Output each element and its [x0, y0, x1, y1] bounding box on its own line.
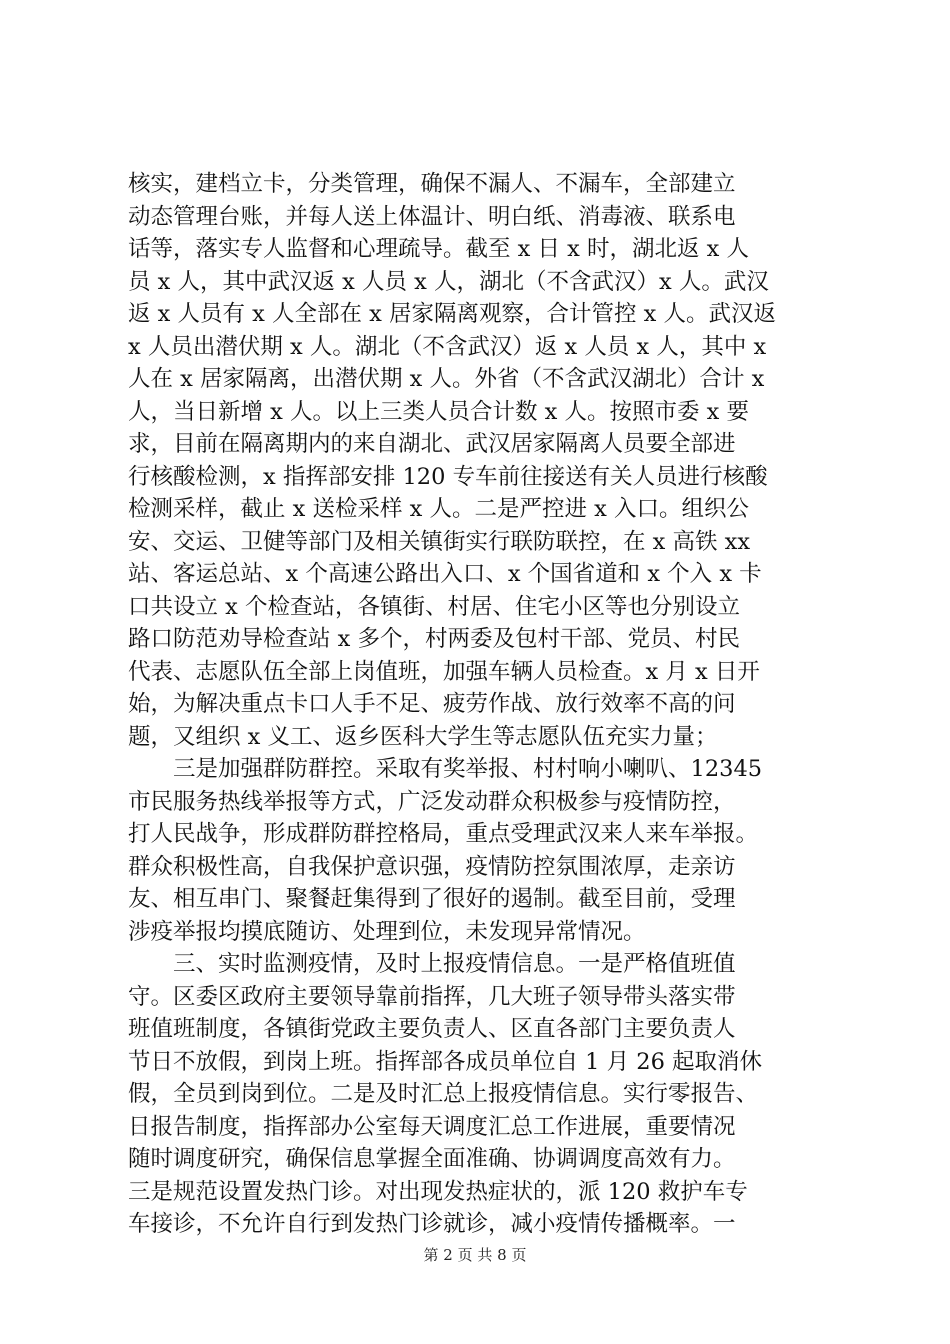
text-line: 车接诊，不允许自行到发热门诊就诊，减小疫情传播概率。一	[128, 1211, 736, 1237]
text-line: 友、相互串门、聚餐赶集得到了很好的遏制。截至目前，受理	[128, 886, 736, 912]
text-line: 核实，建档立卡，分类管理，确保不漏人、不漏车，全部建立	[128, 171, 736, 197]
text-line: 动态管理台账，并每人送上体温计、明白纸、消毒液、联系电	[128, 203, 736, 230]
text-line: 员 x 人，其中武汉返 x 人员 x 人，湖北（不含武汉）x 人。武汉	[128, 268, 769, 295]
text-line: 检测采样，截止 x 送检采样 x 人。二是严控进 x 入口。组织公	[128, 496, 749, 522]
text-line: 三、实时监测疫情，及时上报疫情信息。一是严格值班值	[128, 951, 736, 977]
text-line: 假，全员到岗到位。二是及时汇总上报疫情信息。实行零报告、	[128, 1081, 759, 1107]
text-line: 行核酸检测，x 指挥部安排 120 专车前往接送有关人员进行核酸	[128, 463, 768, 490]
text-line: 群众积极性高，自我保护意识强，疫情防控氛围浓厚，走亲访	[128, 853, 736, 880]
text-line: 涉疫举报均摸底随访、处理到位，未发现异常情况。	[128, 918, 646, 945]
text-line: 随时调度研究，确保信息掌握全面准确、协调调度高效有力。	[128, 1146, 736, 1172]
page-footer: 第 2 页 共 8 页	[423, 1246, 527, 1264]
text-line: 返 x 人员有 x 人全部在 x 居家隔离观察，合计管控 x 人。武汉返	[128, 301, 776, 327]
text-line: 人，当日新增 x 人。以上三类人员合计数 x 人。按照市委 x 要	[128, 398, 749, 425]
text-line: 求，目前在隔离期内的来自湖北、武汉居家隔离人员要全部进	[128, 431, 736, 457]
text-line: 守。区委区政府主要领导靠前指挥，几大班子领导带头落实带	[128, 983, 736, 1010]
text-line: x 人员出潜伏期 x 人。湖北（不含武汉）返 x 人员 x 人，其中 x	[128, 333, 767, 360]
text-line: 班值班制度，各镇街党政主要负责人、区直各部门主要负责人	[128, 1016, 736, 1042]
text-line: 三是加强群防群控。采取有奖举报、村村响小喇叭、12345	[128, 756, 763, 782]
text-line: 口共设立 x 个检查站，各镇街、村居、住宅小区等也分别设立	[128, 593, 740, 620]
text-line: 安、交运、卫健等部门及相关镇街实行联防联控，在 x 高铁 xx	[128, 528, 751, 555]
text-line: 始，为解决重点卡口人手不足、疲劳作战、放行效率不高的问	[128, 691, 736, 717]
text-line: 站、客运总站、x 个高速公路出入口、x 个国省道和 x 个入 x 卡	[128, 561, 762, 587]
text-line: 打人民战争，形成群防群控格局，重点受理武汉来人来车举报。	[128, 821, 759, 847]
document-body	[128, 168, 828, 1241]
text-line: 题，又组织 x 义工、返乡医科大学生等志愿队伍充实力量；	[128, 723, 718, 750]
text-line: 三是规范设置发热门诊。对出现发热症状的，派 120 救护车专	[128, 1178, 748, 1205]
text-line: 节日不放假，到岗上班。指挥部各成员单位自 1 月 26 起取消休	[128, 1048, 763, 1075]
text-line: 路口防范劝导检查站 x 多个，村两委及包村干部、党员、村民	[128, 626, 740, 652]
text-line: 代表、志愿队伍全部上岗值班，加强车辆人员检查。x 月 x 日开	[128, 658, 760, 685]
text-line: 人在 x 居家隔离，出潜伏期 x 人。外省（不含武汉湖北）合计 x	[128, 366, 765, 392]
text-line: 市民服务热线举报等方式，广泛发动群众积极参与疫情防控，	[128, 788, 736, 815]
text-line: 话等，落实专人监督和心理疏导。截至 x 日 x 时，湖北返 x 人	[128, 236, 749, 262]
text-line: 日报告制度，指挥部办公室每天调度汇总工作进展，重要情况	[128, 1113, 736, 1140]
